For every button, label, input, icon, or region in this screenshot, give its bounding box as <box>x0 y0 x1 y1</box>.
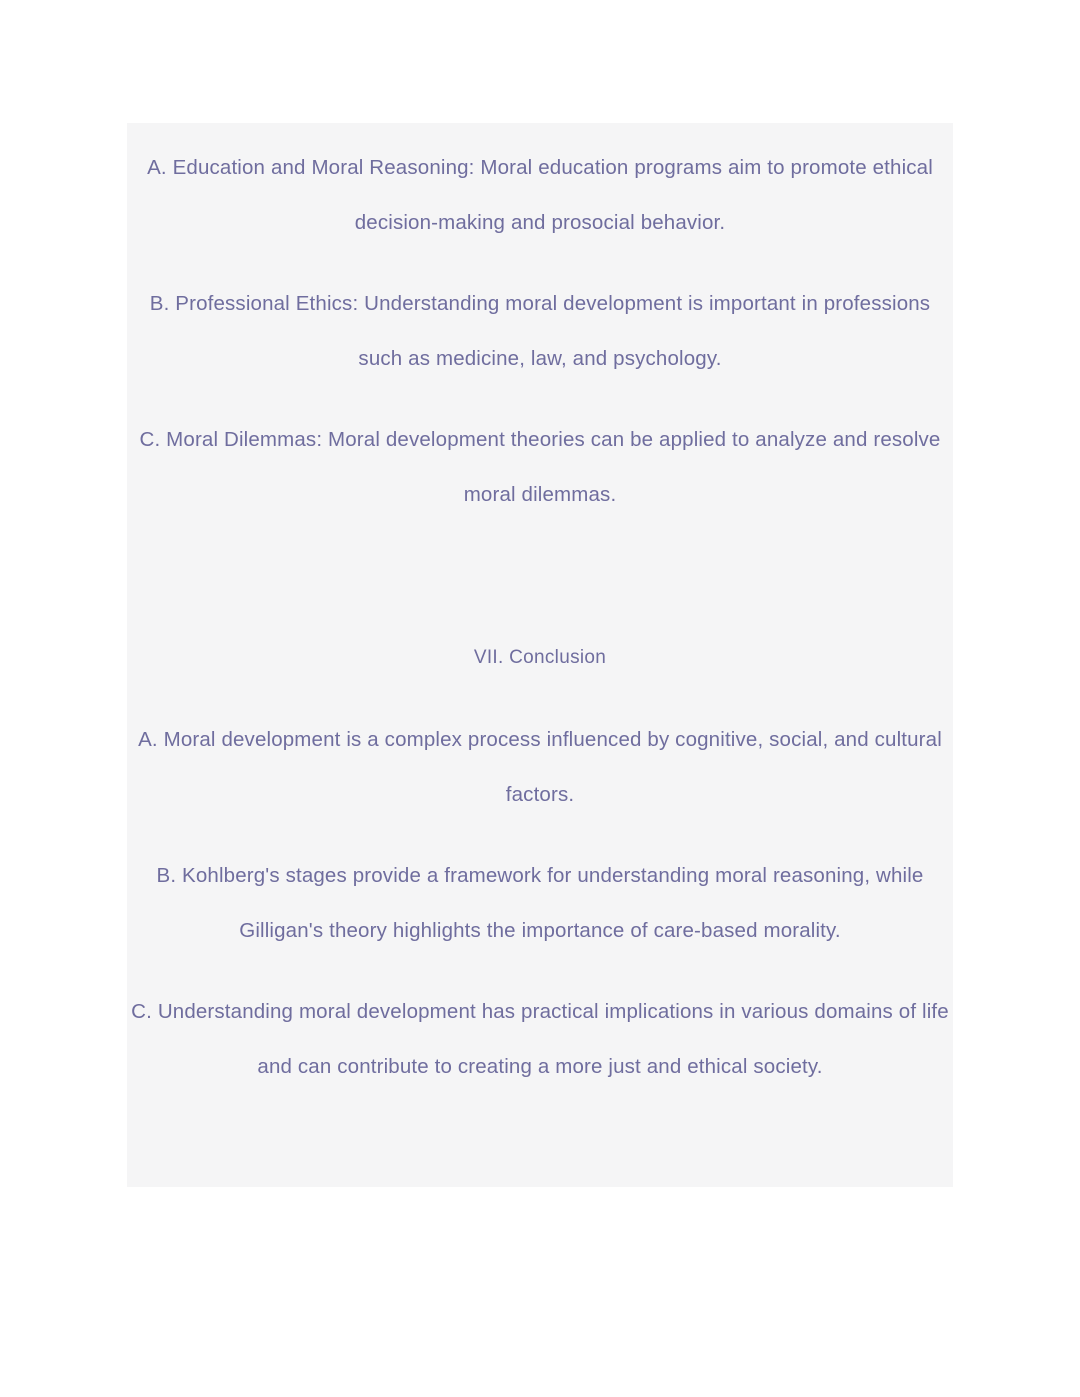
conclusion-section <box>127 630 953 1094</box>
outline-item-applications-a: A. Education and Moral Reasoning: Moral education programs aim to promote ethical decision-making and prosocial behavior. <box>147 156 933 234</box>
document-content-panel <box>127 123 953 1187</box>
outline-item-conclusion-a: A. Moral development is a complex process influenced by cognitive, social, and cultural factors. <box>138 728 942 806</box>
outline-item-conclusion-b: B. Kohlberg's stages provide a framework for understanding moral reasoning, while Gilligan's theory highlights the importance of care-based morality. <box>156 864 924 942</box>
conclusion-heading: VII. Conclusion <box>473 647 607 668</box>
outline-item-applications-c: C. Moral Dilemmas: Moral development theories can be applied to analyze and resolve moral dilemmas. <box>139 428 941 506</box>
section-spacer <box>127 522 953 630</box>
applications-section <box>127 123 953 522</box>
bottom-spacer <box>127 1094 953 1110</box>
outline-item-conclusion-c: C. Understanding moral development has practical implications in various domains of life and can contribute to creating a more just and ethical society. <box>131 1000 949 1078</box>
heading-spacer <box>127 685 953 712</box>
outline-item-applications-b: B. Professional Ethics: Understanding moral development is important in professions such as medicine, law, and psychology. <box>149 292 931 370</box>
